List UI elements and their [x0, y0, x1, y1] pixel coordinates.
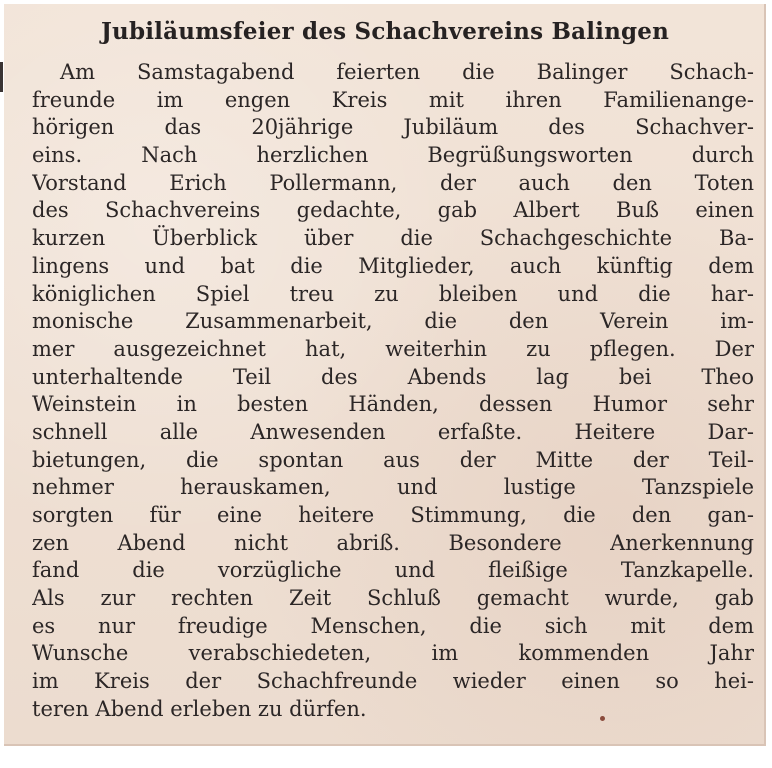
article-line: hörigen das 20jährige Jubiläum des Schachver- [32, 115, 754, 140]
article-line: es nur freudige Menschen, die sich mit dem [32, 613, 754, 638]
article-line: Weinstein in besten Händen, dessen Humor sehr [32, 392, 754, 417]
article-line: monische Zusammenarbeit, die den Verein im- [32, 309, 754, 334]
article-line: zen Abend nicht abriß. Besondere Anerkennung [32, 530, 754, 555]
article-line: Vorstand Erich Pollermann, der auch den Toten [32, 170, 754, 195]
article-line: Als zur rechten Zeit Schluß gemacht wurde, gab [32, 586, 754, 611]
article-headline: Jubiläumsfeier des Schachvereins Balingen [100, 18, 670, 45]
article-line: eins. Nach herzlichen Begrüßungsworten durch [32, 143, 754, 168]
article-line: freunde im engen Kreis mit ihren Familienange- [32, 87, 754, 112]
article-line: Am Samstagabend feierten die Balinger Schach- [60, 60, 754, 84]
article-line: bietungen, die spontan aus der Mitte der Teil- [32, 447, 754, 472]
paper-speck [600, 716, 605, 721]
article-line: im Kreis der Schachfreunde wieder einen so hei- [32, 669, 754, 694]
article-line: nehmer herauskamen, und lustige Tanzspiele [32, 475, 754, 500]
article-line: des Schachvereins gedachte, gab Albert Buß einen [32, 198, 754, 223]
article-line: kurzen Überblick über die Schachgeschichte Ba- [32, 226, 754, 251]
article-line: unterhaltende Teil des Abends lag bei Theo [32, 364, 754, 389]
article-line: lingens und bat die Mitglieder, auch künftig dem [32, 253, 754, 278]
article-line: schnell alle Anwesenden erfaßte. Heitere Dar- [32, 419, 754, 444]
article-line: sorgten für eine heitere Stimmung, die den gan- [32, 503, 754, 527]
article-line: mer ausgezeichnet hat, weiterhin zu pflegen. Der [32, 336, 754, 361]
article-body [32, 59, 754, 724]
article-line: fand die vorzügliche und fleißige Tanzkapelle. [32, 558, 754, 583]
newspaper-clipping [4, 4, 766, 746]
article-line: teren Abend erleben zu dürfen. [32, 696, 367, 721]
article-line: königlichen Spiel treu zu bleiben und die har- [32, 281, 754, 306]
paper-edge-mark [0, 62, 3, 92]
article-line: Wunsche verabschiedeten, im kommenden Jahr [32, 641, 754, 666]
